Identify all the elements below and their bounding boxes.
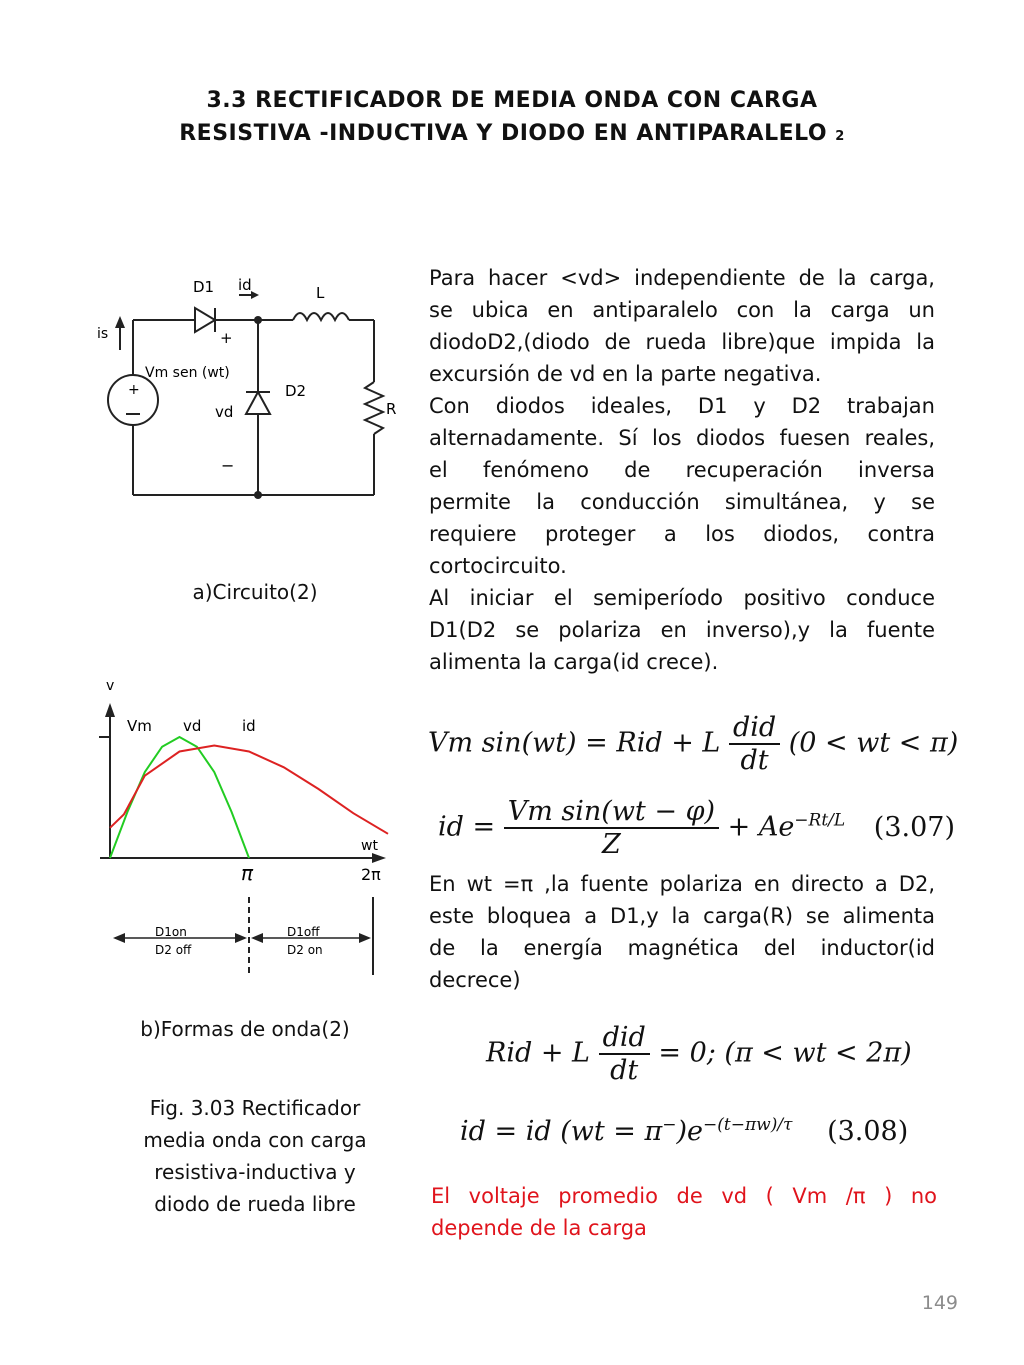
eq4-superscript: − — [662, 1115, 677, 1135]
annotation-d2on: D2 on — [287, 943, 323, 957]
circuit-caption: a)Circuito(2) — [192, 580, 318, 604]
eq4-number: (3.08) — [827, 1116, 909, 1147]
eq2-fraction — [504, 796, 719, 860]
eq3-fraction — [599, 1022, 650, 1086]
label-is: is — [97, 326, 109, 342]
eq3-numerator: did — [599, 1022, 650, 1055]
eq4-mid: )e — [676, 1116, 704, 1147]
tick-label-pi: π — [241, 861, 254, 885]
equation-3 — [486, 1022, 912, 1086]
title-reference: 2 — [835, 129, 845, 144]
title-line-2-text: RESISTIVA -INDUCTIVA Y DIODO EN ANTIPARALELO — [179, 121, 828, 146]
text-line: decrece) — [429, 968, 521, 992]
annotation-d1off: D1off — [287, 925, 320, 939]
figure-caption-line: media onda con carga — [143, 1128, 367, 1152]
text-line: Al iniciar el semiperíodo positivo conduce — [429, 586, 935, 610]
eq3-lhs: Rid + L — [486, 1037, 590, 1069]
y-axis-label: v — [106, 678, 115, 694]
label-id: id — [238, 276, 252, 294]
annotation-id: id — [242, 717, 256, 735]
label-source-plus: + — [128, 382, 140, 398]
text-line: este bloquea a D1,y la carga(R) se alimenta — [429, 904, 935, 928]
eq2-lhs: id = — [438, 811, 496, 843]
label-source: Vm sen (wt) — [145, 365, 230, 381]
eq3-rhs: = 0; (π < wt < 2π) — [658, 1037, 912, 1069]
text-line: permite la conducción simultánea, y se — [429, 490, 935, 514]
text-line: diodoD2,(diodo de rueda libre)que impida la — [429, 330, 935, 354]
text-line: cortocircuito. — [429, 554, 567, 578]
text-line: depende de la carga — [431, 1216, 647, 1240]
tick-label-2pi: 2π — [361, 865, 381, 884]
annotation-vm: Vm — [127, 717, 152, 735]
diode-d2-symbol — [246, 392, 270, 414]
annotation-d1on: D1on — [155, 925, 187, 939]
eq2-denominator: Z — [601, 829, 621, 860]
waveform-caption: b)Formas de onda(2) — [140, 1017, 350, 1041]
eq2-rhs: + Ae — [727, 811, 795, 843]
equation-2 — [438, 796, 955, 860]
eq1-numerator: did — [729, 712, 780, 745]
title-line-2 — [60, 121, 964, 146]
figure-caption-line: Fig. 3.03 Rectificador — [149, 1096, 361, 1120]
label-vd-minus: − — [221, 456, 235, 475]
circuit-diagram — [95, 270, 415, 510]
eq3-denominator: dt — [610, 1055, 639, 1086]
eq1-fraction — [729, 712, 780, 776]
eq1-denominator: dt — [740, 745, 769, 776]
waveform-chart — [95, 675, 405, 985]
text-line: alternadamente. Sí los diodos fuesen reales, — [429, 426, 935, 450]
eq1-lhs: Vm sin(wt) = Rid + L — [428, 727, 721, 759]
x-axis-label: wt — [361, 838, 378, 854]
text-line: excursión de vd en la parte negativa. — [429, 362, 822, 386]
eq4-lhs: id = id (wt = π — [460, 1116, 663, 1147]
equation-1 — [428, 712, 958, 776]
label-l: L — [316, 284, 325, 302]
page-number: 149 — [921, 1292, 958, 1314]
text-line: el fenómeno de recuperación inversa — [429, 458, 935, 482]
annotation-d2off: D2 off — [155, 943, 192, 957]
title-line-1: 3.3 RECTIFICADOR DE MEDIA ONDA CON CARGA — [206, 88, 818, 113]
figure-caption-line: resistiva-inductiva y — [154, 1160, 356, 1184]
text-line: requiere proteger a los diodos, contra — [429, 522, 935, 546]
text-line: se ubica en antiparalelo con la carga un — [429, 298, 935, 322]
text-line: En wt =π ,la fuente polariza en directo a D2, — [429, 872, 935, 896]
equation-4 — [460, 1115, 908, 1147]
series-line-vd — [110, 737, 249, 858]
eq2-number: (3.07) — [873, 811, 955, 843]
label-r: R — [386, 400, 397, 418]
eq2-numerator: Vm sin(wt − φ) — [504, 796, 719, 829]
annotation-vd: vd — [183, 717, 202, 735]
series-line-id — [110, 746, 388, 834]
figure-caption — [110, 1092, 400, 1220]
text-line: alimenta la carga(id crece). — [429, 650, 719, 674]
text-line: D1(D2 se polariza en inverso),y la fuente — [429, 618, 935, 642]
label-vd-plus: + — [220, 329, 233, 347]
label-d1: D1 — [193, 278, 215, 296]
text-line: de la energía magnética del inductor(id — [429, 936, 935, 960]
eq4-exponent: −(t−πw)/τ — [703, 1115, 793, 1135]
eq1-rhs: (0 < wt < π) — [788, 727, 959, 759]
eq2-exponent: −Rt/L — [794, 810, 846, 831]
text-line: El voltaje promedio de vd ( Vm /π ) no — [431, 1184, 937, 1208]
label-vd: vd — [215, 403, 234, 421]
text-line: Con diodos ideales, D1 y D2 trabajan — [429, 394, 935, 418]
figure-caption-line: diodo de rueda libre — [154, 1192, 356, 1216]
diode-d1-symbol — [195, 308, 215, 332]
label-d2: D2 — [285, 382, 307, 400]
text-line: Para hacer <vd> independiente de la carga, — [429, 266, 935, 290]
